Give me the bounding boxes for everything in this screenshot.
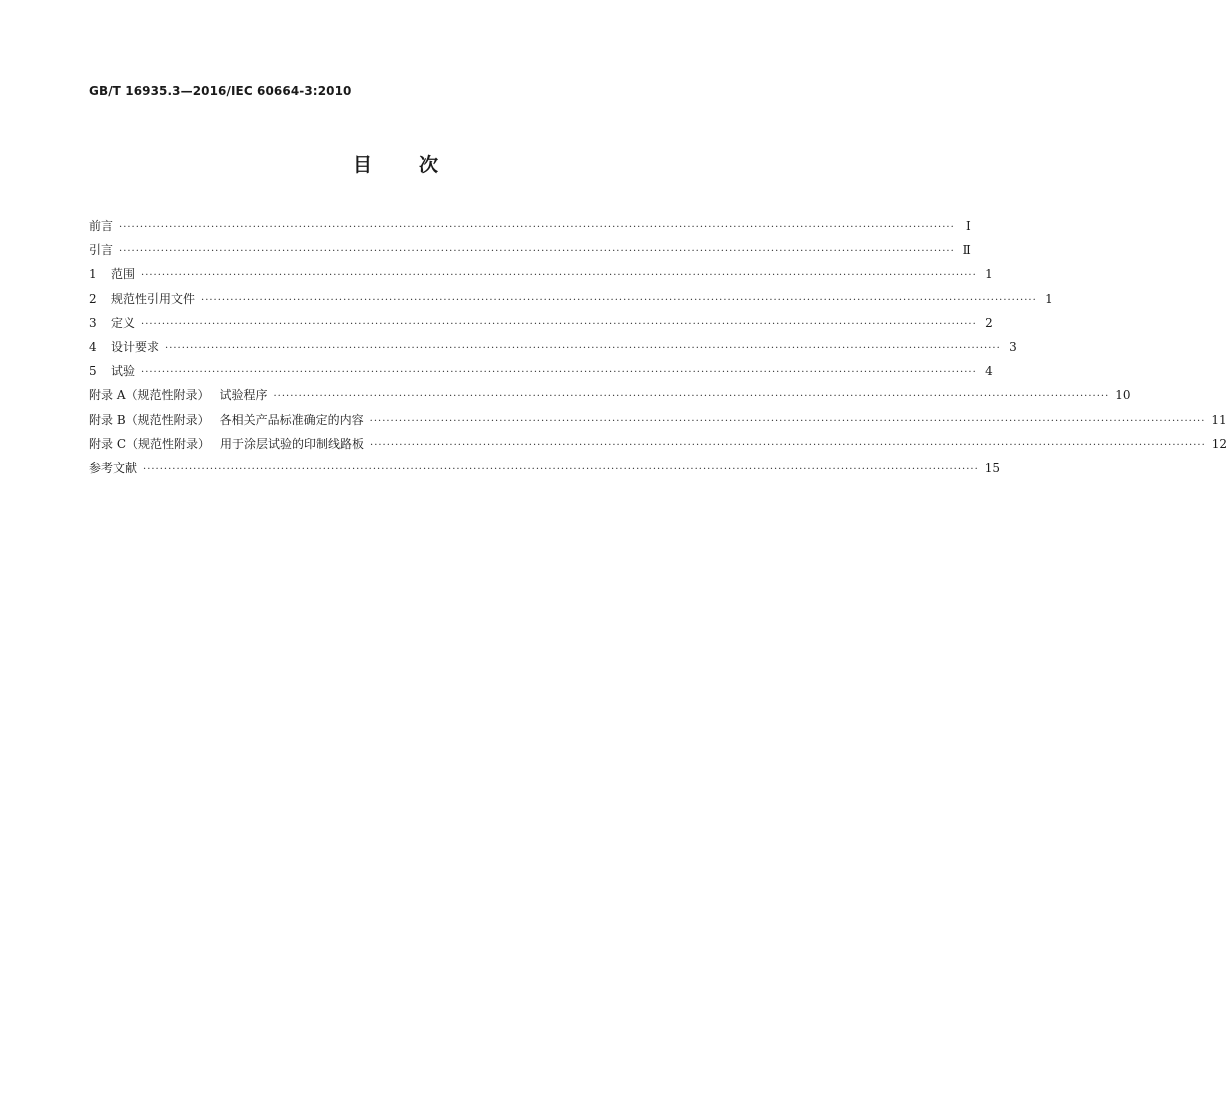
toc-page-number: 11 <box>1211 412 1227 427</box>
toc-page-number: 1 <box>985 267 993 282</box>
toc-entry-title <box>89 311 135 335</box>
toc-entry-label: 附录 B（规范性附录） <box>89 412 210 427</box>
toc-entry-title <box>89 262 135 286</box>
toc-dot-leader: ········································································································································································································ <box>141 318 977 330</box>
toc-entry[interactable] <box>89 311 993 335</box>
toc-dot-leader: ········································································································································································································ <box>141 367 977 379</box>
toc-entry-title <box>89 238 113 262</box>
toc-entry[interactable] <box>89 408 1227 432</box>
toc-entry-title <box>89 383 268 407</box>
standard-code-header: GB/T 16935.3—2016/IEC 60664-3:2010 <box>89 84 352 98</box>
toc-page-number: 1 <box>1045 291 1053 306</box>
toc-entry-number: 1 <box>89 267 97 282</box>
toc-entry[interactable] <box>89 456 1001 480</box>
toc-dot-leader: ········································································································································································································ <box>273 391 1110 403</box>
toc-entry-title <box>89 214 113 238</box>
toc-entry-title <box>89 456 137 480</box>
toc-entry-title <box>89 287 195 311</box>
toc-entry[interactable] <box>89 335 1017 359</box>
toc-entry-label: 设计要求 <box>111 339 160 354</box>
toc-entry-number: 3 <box>89 315 97 330</box>
toc-entry-label: 范围 <box>111 267 136 282</box>
toc-dot-leader: ········································································································································································································ <box>141 270 977 282</box>
toc-dot-leader: ········································································································································································································ <box>370 439 1206 451</box>
toc-entry-label: 附录 C（规范性附录） <box>89 436 210 451</box>
toc-entry-title <box>89 335 159 359</box>
toc-page-number: 2 <box>985 315 993 330</box>
toc-entry-title <box>89 359 135 383</box>
toc-entry-subtitle: 试验程序 <box>219 388 268 403</box>
toc-entry[interactable] <box>89 238 971 262</box>
toc-dot-leader: ········································································································································································································ <box>119 222 955 233</box>
toc-page-number: 12 <box>1211 436 1227 451</box>
toc-page-number: Ⅱ <box>962 243 971 258</box>
title-char-1: 目 <box>352 154 373 176</box>
page-title <box>0 150 792 177</box>
toc-entry-title <box>89 432 364 456</box>
toc-page-number: 10 <box>1115 388 1131 403</box>
toc-entry-label: 试验 <box>111 364 136 379</box>
toc-entry-number: 2 <box>89 291 97 306</box>
toc-page-number: Ⅰ <box>966 219 971 233</box>
toc-entry-title <box>89 408 364 432</box>
toc-dot-leader: ········································································································································································································ <box>119 246 955 258</box>
toc-entry[interactable] <box>89 383 1131 407</box>
toc-entry[interactable] <box>89 214 971 238</box>
toc-dot-leader: ········································································································································································································ <box>201 294 1037 306</box>
toc-entry-label: 规范性引用文件 <box>111 291 196 306</box>
title-char-2: 次 <box>419 154 440 176</box>
toc-entry-subtitle: 用于涂层试验的印制线路板 <box>220 436 365 451</box>
toc-entry[interactable] <box>89 287 1053 311</box>
toc-dot-leader: ········································································································································································································ <box>369 415 1206 427</box>
toc-entry-label: 前言 <box>89 219 114 233</box>
toc-dot-leader: ········································································································································································································ <box>165 342 1001 354</box>
table-of-contents <box>89 214 1227 480</box>
toc-dot-leader: ········································································································································································································ <box>143 463 979 475</box>
toc-page-number: 3 <box>1009 339 1017 354</box>
toc-entry-number: 4 <box>89 339 97 354</box>
toc-entry-subtitle: 各相关产品标准确定的内容 <box>219 412 364 427</box>
toc-entry-label: 附录 A（规范性附录） <box>89 388 210 403</box>
toc-entry[interactable] <box>89 359 993 383</box>
toc-page-number: 4 <box>985 364 993 379</box>
toc-entry-number: 5 <box>89 364 97 379</box>
toc-entry[interactable] <box>89 262 993 286</box>
toc-page-number: 15 <box>984 460 1001 475</box>
toc-entry[interactable] <box>89 432 1227 456</box>
toc-entry-label: 引言 <box>89 243 114 258</box>
toc-entry-label: 定义 <box>111 315 136 330</box>
toc-entry-label: 参考文献 <box>89 460 138 475</box>
